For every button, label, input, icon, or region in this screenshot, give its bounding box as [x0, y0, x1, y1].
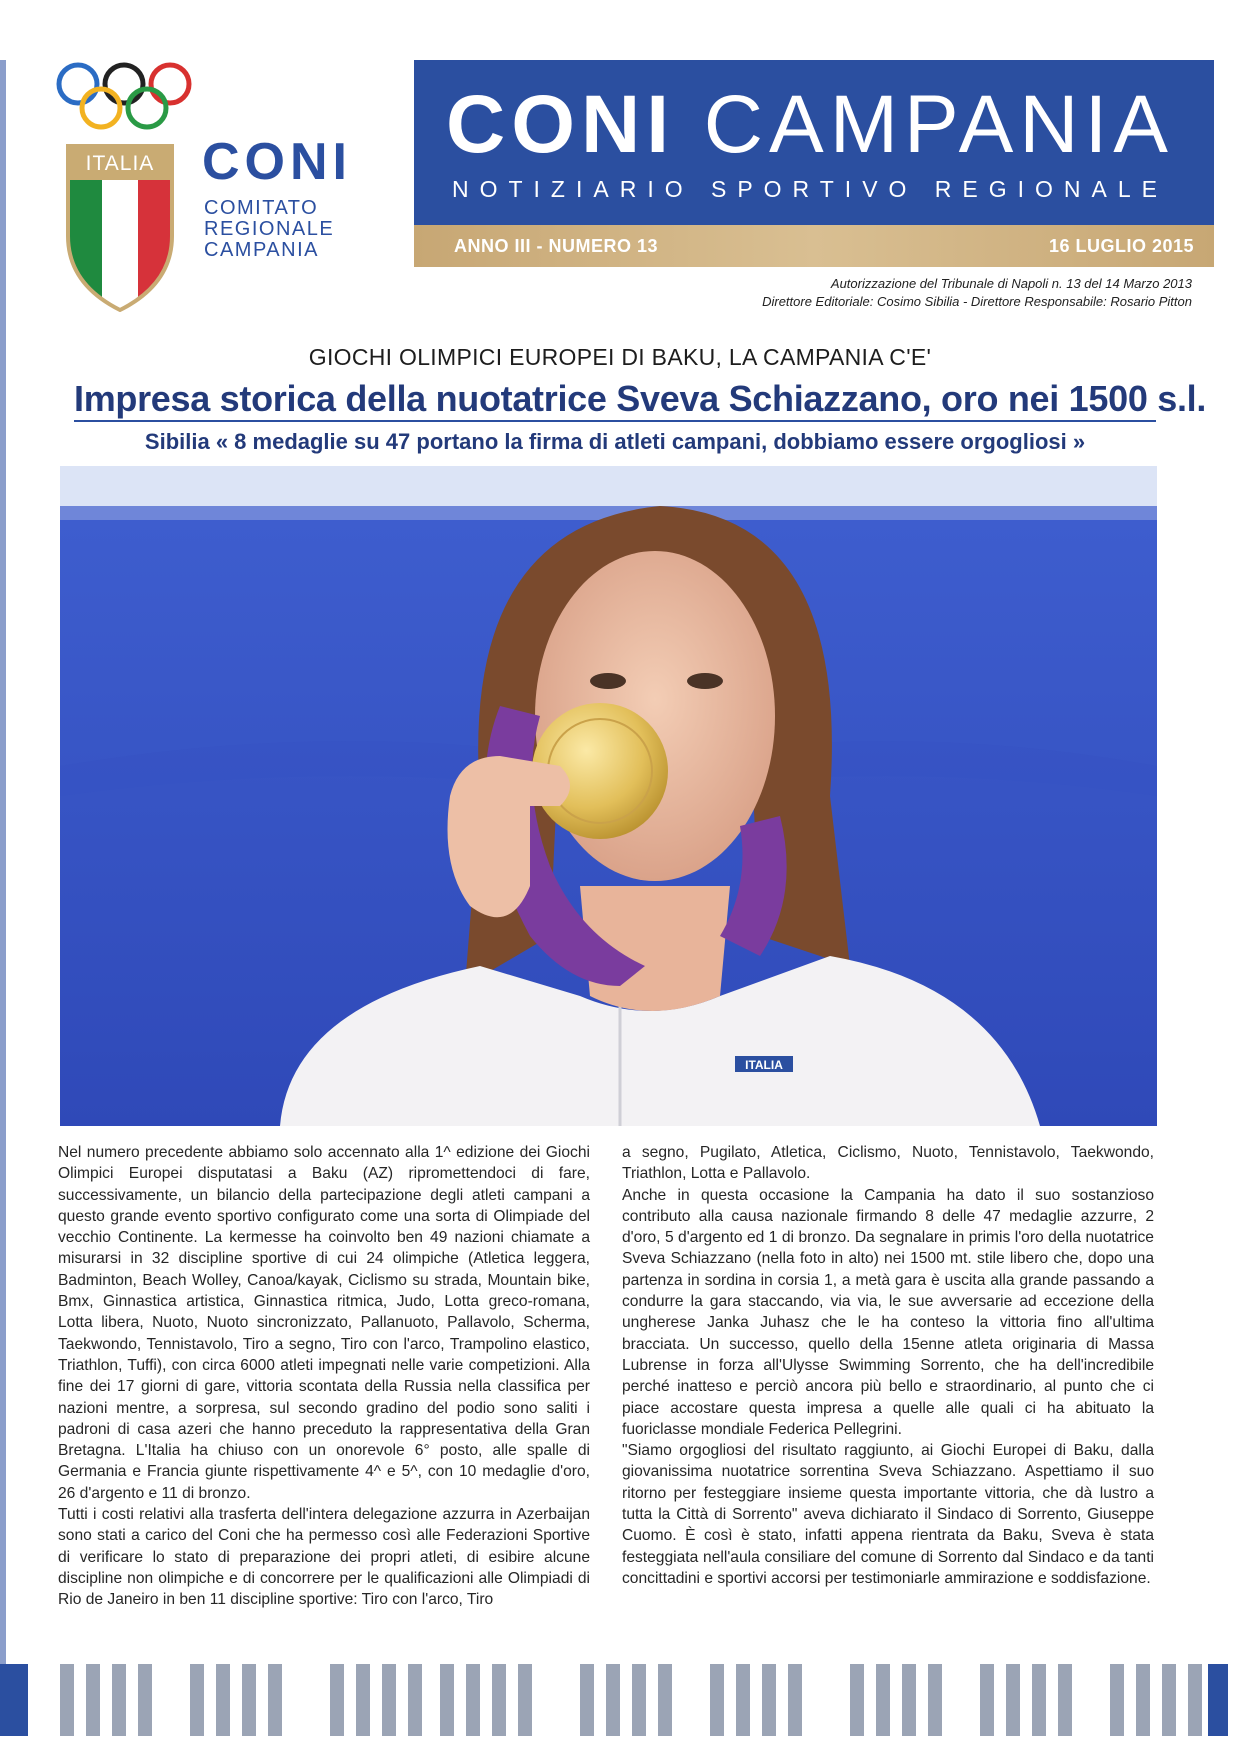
article-headline: Impresa storica della nuotatrice Sveva Schiazzano, oro nei 1500 s.l. [74, 378, 1207, 419]
footer-bar [0, 1664, 28, 1736]
footer-bar [1110, 1664, 1124, 1736]
footer-bar [382, 1664, 396, 1736]
footer-bar [736, 1664, 750, 1736]
footer-bar [710, 1664, 724, 1736]
masthead-subtitle: NOTIZIARIO SPORTIVO REGIONALE [451, 176, 1169, 202]
directors-line: Direttore Editoriale: Cosimo Sibilia - Direttore Responsabile: Rosario Pitton [762, 294, 1192, 309]
footer-bar [466, 1664, 480, 1736]
authorization-line: Autorizzazione del Tribunale di Napoli n. 13 del 14 Marzo 2013 [830, 276, 1192, 291]
footer-bar [850, 1664, 864, 1736]
masthead-title-light: CAMPANIA [703, 79, 1174, 170]
footer-bar [788, 1664, 802, 1736]
olympic-rings-logo [54, 60, 194, 136]
masthead-title-bold: CONI [445, 79, 675, 170]
italia-label: ITALIA [85, 152, 155, 175]
article-photo [60, 466, 1157, 1126]
masthead-title [420, 79, 1200, 170]
article-subheadline: Sibilia « 8 medaglie su 47 portano la firma di atleti campani, dobbiamo essere orgogliosi » [144, 429, 1086, 454]
footer-bar [518, 1664, 532, 1736]
coni-subtitle [204, 198, 334, 261]
footer-bar [1058, 1664, 1072, 1736]
footer-bar [268, 1664, 282, 1736]
footer-bar [492, 1664, 506, 1736]
footer-bar [440, 1664, 454, 1736]
footer-bar [138, 1664, 152, 1736]
footer-bar [1208, 1664, 1228, 1736]
article-column-right [622, 1142, 1154, 1589]
footer-bar [1032, 1664, 1046, 1736]
article-paragraph: "Siamo orgogliosi del risultato raggiunto, ai Giochi Europei di Baku, dalla giovanissima nuotatrice sorrentina Sveva Schiazzano. Aspettiamo il suo ritorno per festeggiare insieme questa importante vittoria, che dà lustro a tutta la Città di Sorrento" aveva dichiarato il Sindaco di Sorrento, Giuseppe Cuomo. È così è stato, infatti appena rientrata da Baku, Sveva è stata festeggiata nell'aula consiliare del comune di Sorrento dal Sindaco e da tanti concittadini e sportivi accorsi per testimoniarle ammirazione e soddisfazione. [622, 1442, 1154, 1587]
article-paragraph: Anche in questa occasione la Campania ha dato il suo sostanzioso contributo alla causa nazionale firmando 8 delle 47 medaglie azzurre, 2 d'oro, 5 d'argento ed 1 di bronzo. Da segnalare in primis l'oro della nuotatrice Sveva Schiazzano (nella foto in alto) nei 1500 mt. stile libero che, dopo una partenza in sordina in corsia 1, a metà gara è uscita alla grande passando a condurre la gara staccando, via via, le sue avversarie ad eccezione della ungherese Janka Juhasz che le ha conteso la vittoria fino all'ultima bracciata. Un successo, quello della 15enne atleta originaria di Massa Lubrense in forza all'Ulysse Swimming Sorrento, che ha dell'incredibile perché inatteso e perciò ancora più bello e straordinario, al punto che ci piace accostare questa impresa a quelle alle quali ci ha abituato la fuoriclasse mondiale Federica Pellegrini. [622, 1186, 1154, 1438]
footer-bar [60, 1664, 74, 1736]
footer-bar [762, 1664, 776, 1736]
footer-bar [86, 1664, 100, 1736]
footer-bar [1006, 1664, 1020, 1736]
footer-bar [632, 1664, 646, 1736]
footer-bar [1136, 1664, 1150, 1736]
issue-date: 16 LUGLIO 2015 [1048, 236, 1194, 256]
italia-shield-logo [64, 144, 176, 312]
headline-rule [74, 420, 1156, 422]
footer-bar [928, 1664, 942, 1736]
article-paragraph: Tutti i costi relativi alla trasferta dell'intera delegazione azzurra in Azerbaijan sono stati a carico del Coni che ha permesso così alle Federazioni Sportive di verificare lo stato di preparazione dei propri atleti, di esibire alcune discipline non olimpiche e di concorrere per le qualificazioni alle Olimpiadi di Rio de Janeiro in ben 11 discipline sportive: Tiro con l'arco, Tiro [58, 1506, 590, 1609]
footer-bar [356, 1664, 370, 1736]
footer-bar [580, 1664, 594, 1736]
issue-number: ANNO III - NUMERO 13 [454, 236, 659, 256]
footer-bar [876, 1664, 890, 1736]
footer-bar [980, 1664, 994, 1736]
footer-bar [658, 1664, 672, 1736]
footer-bar [216, 1664, 230, 1736]
article-paragraph: a segno, Pugilato, Atletica, Ciclismo, Nuoto, Tennistavolo, Taekwondo, Triathlon, Lotta e Pallavolo. [622, 1144, 1154, 1183]
article-column-left [58, 1142, 590, 1611]
footer-bar [408, 1664, 422, 1736]
footer-decoration [0, 1664, 1240, 1736]
article-paragraph: Nel numero precedente abbiamo solo accennato alla 1^ edizione dei Giochi Olimpici Europei disputatasi a Baku (AZ) ripromettendoci di fare, successivamente, un bilancio della partecipazione degli atleti campani a questo grande evento sportivo configurato come una sorta di Olimpiade del vecchio Continente. La kermesse ha coinvolto ben 49 nazioni chiamate a misurarsi in 32 discipline sportive di cui 24 olimpiche (Atletica leggera, Badminton, Beach Wolley, Canoa/kayak, Ciclismo su strada, Mountain bike, Bmx, Ginnastica artistica, Ginnastica ritmica, Judo, Lotta greco-romana, Lotta libera, Nuoto, Nuoto sincronizzato, Pallanuoto, Pallavolo, Scherma, Taekwondo, Tennistavolo, Tiro a segno, Tiro con l'arco, Trampolino elastico, Triathlon, Tuffi), con circa 6000 atleti impegnati nelle varie competizioni. Alla fine dei 17 giorni di gare, vittoria scontata della Russia nella classifica per nazioni mentre, a sorpresa, sul secondo gradino del podio sono saliti i padroni di casa azeri che hanno preceduto la rappresentativa della Gran Bretagna. L'Italia ha chiuso con un onorevole 6° posto, alle spalle di Germania e Francia giunte rispettivamente 4^ e 5^, con 10 medaglie d'oro, 26 d'argento e 11 di bronzo. [58, 1144, 590, 1502]
footer-bar [902, 1664, 916, 1736]
photo-tag: ITALIA [745, 1058, 783, 1072]
footer-bar [112, 1664, 126, 1736]
left-edge-rule [0, 60, 6, 1670]
coni-subtitle-line: COMITATO [204, 197, 319, 219]
footer-bar [1188, 1664, 1202, 1736]
footer-bar [330, 1664, 344, 1736]
coni-subtitle-line: REGIONALE [204, 218, 335, 240]
footer-bar [1162, 1664, 1176, 1736]
coni-subtitle-line: CAMPANIA [204, 239, 319, 261]
article-kicker: GIOCHI OLIMPICI EUROPEI DI BAKU, LA CAMPANIA C'E' [308, 344, 932, 370]
footer-bar [190, 1664, 204, 1736]
footer-bar [606, 1664, 620, 1736]
coni-wordmark: CONI [202, 133, 352, 191]
footer-bar [242, 1664, 256, 1736]
